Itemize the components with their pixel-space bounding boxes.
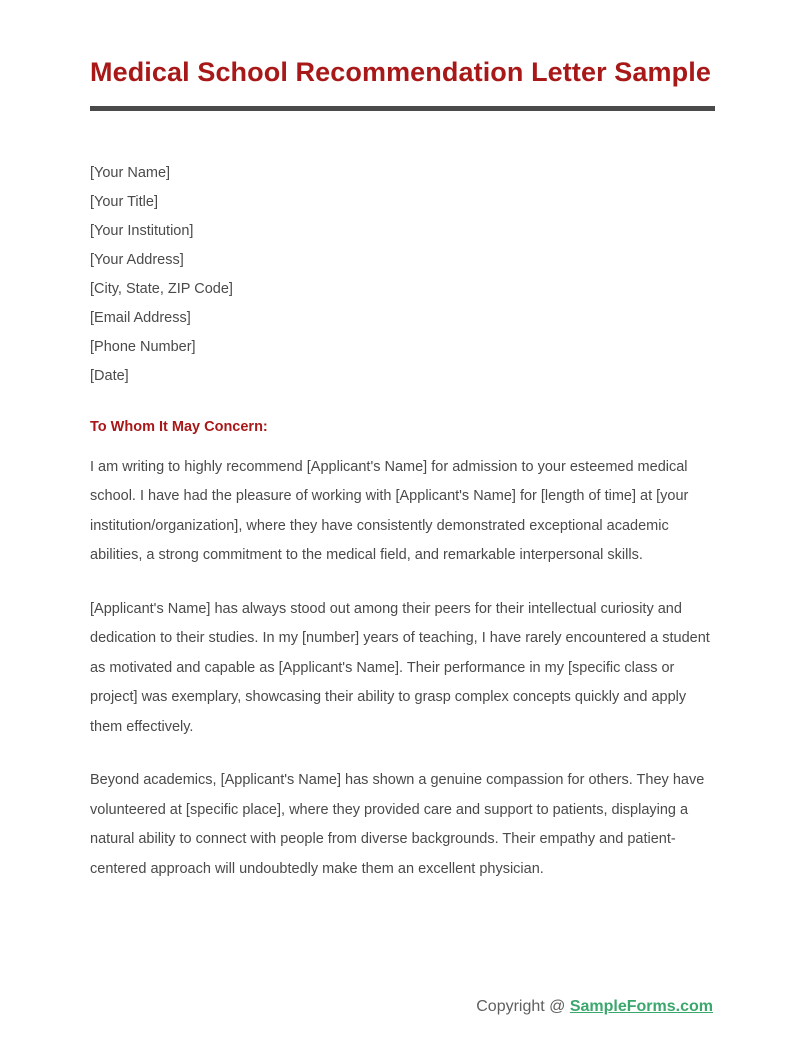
sender-address-block [90,159,715,391]
brand-link[interactable]: SampleForms.com [569,998,713,1015]
address-line: [Your Title] [90,193,158,210]
address-line: [Your Institution] [90,222,194,239]
letter-body [0,111,805,885]
address-line: [Date] [90,367,129,384]
copyright-text: Copyright @ [476,998,570,1015]
body-paragraph: [Applicant's Name] has always stood out among their peers for their intellectual curiosity and dedication to their studies. In my [number] years of teaching, I have rarely encountered a student as motivated and capable as [Applicant's Name]. Their performance in my [specific class or project] was exemplary, showcasing their ability to grasp complex concepts quickly and apply them effectively. [90,600,710,735]
address-line: [Phone Number] [90,338,196,355]
salutation: To Whom It May Concern: [90,418,268,435]
page-title: Medical School Recommendation Letter Sample [90,57,711,87]
address-line: [Your Name] [90,164,171,181]
address-line: [Email Address] [90,309,191,326]
body-paragraph: I am writing to highly recommend [Applicant's Name] for admission to your esteemed medical school. I have had the pleasure of working with [Applicant's Name] for [length of time] at [your institution/organization], where they have consistently demonstrated exceptional academic abilities, a strong commitment to the medical field, and remarkable interpersonal skills. [90,458,689,564]
address-line: [Your Address] [90,251,184,268]
body-paragraph: Beyond academics, [Applicant's Name] has shown a genuine compassion for others. They have volunteered at [specific place], where they provided care and support to patients, displaying a natural ability to connect with people from diverse backgrounds. Their empathy and patient-centered approach will undoubtedly make them an excellent physician. [90,772,705,877]
title-block [0,0,805,111]
address-line: [City, State, ZIP Code] [90,280,233,297]
footer [0,998,805,1016]
